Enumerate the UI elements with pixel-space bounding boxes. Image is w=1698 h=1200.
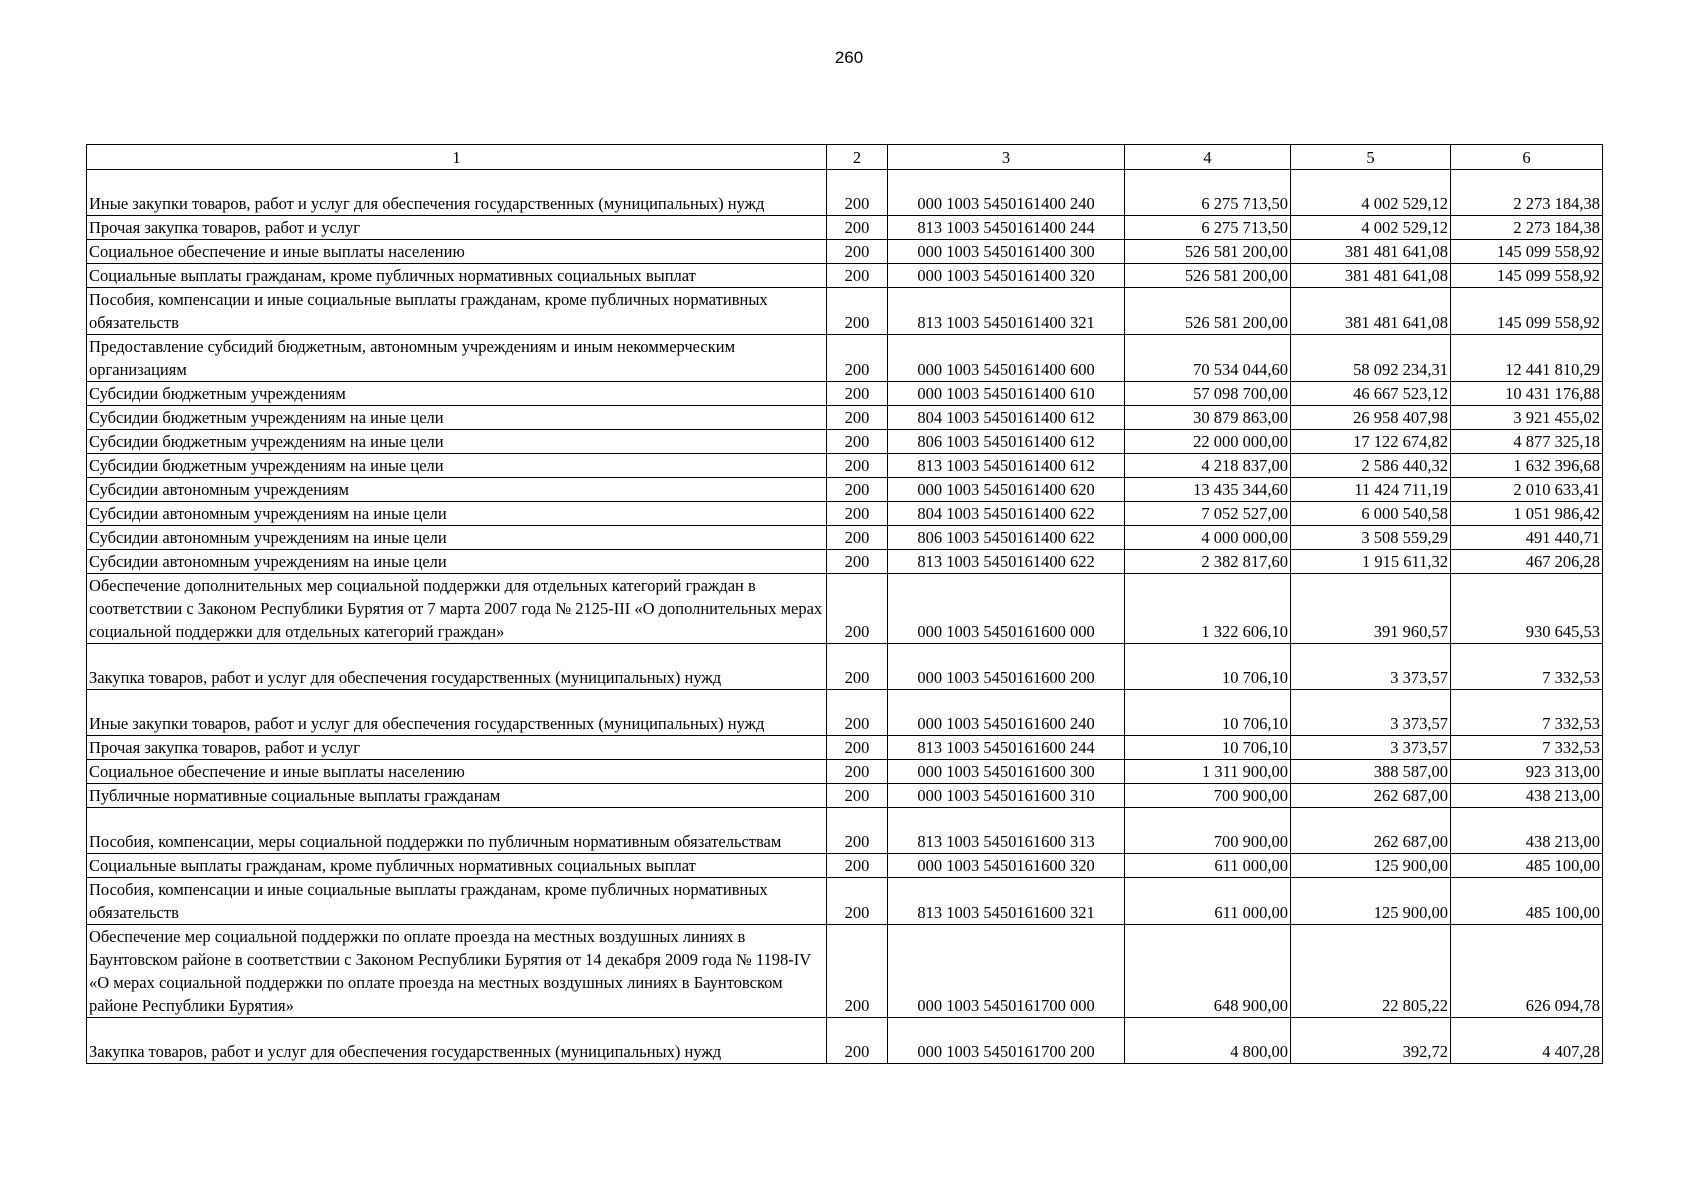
row-description: Пособия, компенсации и иные социальные выплаты гражданам, кроме публичных нормативных обязательств (87, 288, 827, 335)
row-executed-amount: 4 002 529,12 (1291, 170, 1451, 216)
row-budget-classification-code: 804 1003 5450161400 612 (888, 406, 1125, 430)
row-budget-classification-code: 000 1003 5450161400 240 (888, 170, 1125, 216)
row-unexecuted-amount: 7 332,53 (1451, 736, 1603, 760)
row-line-code: 200 (827, 526, 888, 550)
row-unexecuted-amount: 467 206,28 (1451, 550, 1603, 574)
row-line-code: 200 (827, 288, 888, 335)
row-description: Предоставление субсидий бюджетным, автономным учреждениям и иным некоммерческим организациям (87, 335, 827, 382)
row-executed-amount: 22 805,22 (1291, 925, 1451, 1018)
row-approved-amount: 70 534 044,60 (1125, 335, 1291, 382)
row-approved-amount: 4 800,00 (1125, 1018, 1291, 1064)
row-line-code: 200 (827, 1018, 888, 1064)
table-row (87, 170, 1603, 216)
row-line-code: 200 (827, 502, 888, 526)
row-budget-classification-code: 000 1003 5450161400 610 (888, 382, 1125, 406)
row-approved-amount: 4 218 837,00 (1125, 454, 1291, 478)
row-description: Социальные выплаты гражданам, кроме публичных нормативных социальных выплат (87, 854, 827, 878)
row-budget-classification-code: 000 1003 5450161600 310 (888, 784, 1125, 808)
row-line-code: 200 (827, 240, 888, 264)
row-executed-amount: 388 587,00 (1291, 760, 1451, 784)
row-description: Социальное обеспечение и иные выплаты населению (87, 760, 827, 784)
row-budget-classification-code: 813 1003 5450161600 321 (888, 878, 1125, 925)
row-description: Пособия, компенсации и иные социальные выплаты гражданам, кроме публичных нормативных обязательств (87, 878, 827, 925)
row-executed-amount: 46 667 523,12 (1291, 382, 1451, 406)
row-executed-amount: 381 481 641,08 (1291, 264, 1451, 288)
row-unexecuted-amount: 7 332,53 (1451, 690, 1603, 736)
row-unexecuted-amount: 145 099 558,92 (1451, 288, 1603, 335)
row-unexecuted-amount: 1 632 396,68 (1451, 454, 1603, 478)
row-executed-amount: 6 000 540,58 (1291, 502, 1451, 526)
table-row (87, 288, 1603, 335)
row-executed-amount: 3 373,57 (1291, 690, 1451, 736)
row-budget-classification-code: 000 1003 5450161600 240 (888, 690, 1125, 736)
row-unexecuted-amount: 145 099 558,92 (1451, 240, 1603, 264)
column-number: 6 (1451, 145, 1603, 170)
row-unexecuted-amount: 145 099 558,92 (1451, 264, 1603, 288)
row-executed-amount: 125 900,00 (1291, 878, 1451, 925)
row-executed-amount: 11 424 711,19 (1291, 478, 1451, 502)
table-row (87, 502, 1603, 526)
table-row (87, 760, 1603, 784)
row-approved-amount: 526 581 200,00 (1125, 240, 1291, 264)
row-line-code: 200 (827, 784, 888, 808)
row-approved-amount: 2 382 817,60 (1125, 550, 1291, 574)
row-approved-amount: 526 581 200,00 (1125, 264, 1291, 288)
row-approved-amount: 611 000,00 (1125, 854, 1291, 878)
row-unexecuted-amount: 485 100,00 (1451, 878, 1603, 925)
row-executed-amount: 391 960,57 (1291, 574, 1451, 644)
table-row (87, 454, 1603, 478)
table-row (87, 264, 1603, 288)
table-row (87, 240, 1603, 264)
row-executed-amount: 381 481 641,08 (1291, 240, 1451, 264)
row-budget-classification-code: 813 1003 5450161400 244 (888, 216, 1125, 240)
row-approved-amount: 700 900,00 (1125, 808, 1291, 854)
row-executed-amount: 125 900,00 (1291, 854, 1451, 878)
row-executed-amount: 3 373,57 (1291, 736, 1451, 760)
row-approved-amount: 30 879 863,00 (1125, 406, 1291, 430)
row-description: Социальные выплаты гражданам, кроме публичных нормативных социальных выплат (87, 264, 827, 288)
row-line-code: 200 (827, 736, 888, 760)
table-row (87, 808, 1603, 854)
row-executed-amount: 392,72 (1291, 1018, 1451, 1064)
row-executed-amount: 58 092 234,31 (1291, 335, 1451, 382)
row-unexecuted-amount: 438 213,00 (1451, 808, 1603, 854)
row-unexecuted-amount: 2 273 184,38 (1451, 170, 1603, 216)
row-executed-amount: 381 481 641,08 (1291, 288, 1451, 335)
table-row (87, 878, 1603, 925)
row-approved-amount: 4 000 000,00 (1125, 526, 1291, 550)
table-row (87, 925, 1603, 1018)
row-budget-classification-code: 806 1003 5450161400 622 (888, 526, 1125, 550)
row-executed-amount: 17 122 674,82 (1291, 430, 1451, 454)
table-row (87, 574, 1603, 644)
row-executed-amount: 1 915 611,32 (1291, 550, 1451, 574)
row-approved-amount: 7 052 527,00 (1125, 502, 1291, 526)
row-description: Субсидии бюджетным учреждениям на иные цели (87, 430, 827, 454)
table-row (87, 406, 1603, 430)
row-line-code: 200 (827, 478, 888, 502)
row-unexecuted-amount: 4 877 325,18 (1451, 430, 1603, 454)
row-executed-amount: 3 373,57 (1291, 644, 1451, 690)
row-executed-amount: 2 586 440,32 (1291, 454, 1451, 478)
row-budget-classification-code: 000 1003 5450161400 300 (888, 240, 1125, 264)
row-description: Субсидии автономным учреждениям на иные цели (87, 550, 827, 574)
row-unexecuted-amount: 10 431 176,88 (1451, 382, 1603, 406)
row-line-code: 200 (827, 550, 888, 574)
row-budget-classification-code: 000 1003 5450161400 320 (888, 264, 1125, 288)
row-unexecuted-amount: 1 051 986,42 (1451, 502, 1603, 526)
row-description: Субсидии бюджетным учреждениям на иные цели (87, 406, 827, 430)
table-row (87, 526, 1603, 550)
row-budget-classification-code: 813 1003 5450161400 612 (888, 454, 1125, 478)
table-row (87, 644, 1603, 690)
row-approved-amount: 22 000 000,00 (1125, 430, 1291, 454)
row-approved-amount: 13 435 344,60 (1125, 478, 1291, 502)
row-approved-amount: 6 275 713,50 (1125, 216, 1291, 240)
row-budget-classification-code: 000 1003 5450161600 000 (888, 574, 1125, 644)
row-approved-amount: 1 322 606,10 (1125, 574, 1291, 644)
row-description: Иные закупки товаров, работ и услуг для обеспечения государственных (муниципальных) нужд (87, 170, 827, 216)
row-description: Субсидии автономным учреждениям на иные цели (87, 502, 827, 526)
row-unexecuted-amount: 3 921 455,02 (1451, 406, 1603, 430)
row-unexecuted-amount: 2 273 184,38 (1451, 216, 1603, 240)
table-row (87, 216, 1603, 240)
row-description: Обеспечение дополнительных мер социальной поддержки для отдельных категорий граждан в соответствии с Законом Республики Бурятия от 7 марта 2007 года № 2125-III «О дополнительных мерах социальной поддержки для отдельных категорий граждан» (87, 574, 827, 644)
row-budget-classification-code: 000 1003 5450161400 620 (888, 478, 1125, 502)
row-unexecuted-amount: 7 332,53 (1451, 644, 1603, 690)
table-row (87, 784, 1603, 808)
row-line-code: 200 (827, 808, 888, 854)
table-row (87, 550, 1603, 574)
row-budget-classification-code: 000 1003 5450161700 000 (888, 925, 1125, 1018)
row-executed-amount: 4 002 529,12 (1291, 216, 1451, 240)
row-line-code: 200 (827, 644, 888, 690)
row-line-code: 200 (827, 216, 888, 240)
table-row (87, 736, 1603, 760)
table-row (87, 478, 1603, 502)
row-approved-amount: 611 000,00 (1125, 878, 1291, 925)
row-budget-classification-code: 000 1003 5450161600 300 (888, 760, 1125, 784)
row-description: Прочая закупка товаров, работ и услуг (87, 736, 827, 760)
table-row (87, 690, 1603, 736)
row-line-code: 200 (827, 454, 888, 478)
table-row (87, 335, 1603, 382)
row-line-code: 200 (827, 170, 888, 216)
row-budget-classification-code: 806 1003 5450161400 612 (888, 430, 1125, 454)
row-description: Субсидии бюджетным учреждениям на иные цели (87, 454, 827, 478)
row-approved-amount: 6 275 713,50 (1125, 170, 1291, 216)
row-line-code: 200 (827, 878, 888, 925)
row-unexecuted-amount: 491 440,71 (1451, 526, 1603, 550)
row-budget-classification-code: 000 1003 5450161700 200 (888, 1018, 1125, 1064)
table-row (87, 382, 1603, 406)
row-line-code: 200 (827, 854, 888, 878)
row-budget-classification-code: 813 1003 5450161600 313 (888, 808, 1125, 854)
column-number: 1 (87, 145, 827, 170)
row-description: Субсидии автономным учреждениям на иные цели (87, 526, 827, 550)
row-line-code: 200 (827, 430, 888, 454)
row-executed-amount: 26 958 407,98 (1291, 406, 1451, 430)
row-approved-amount: 10 706,10 (1125, 690, 1291, 736)
column-number: 4 (1125, 145, 1291, 170)
row-budget-classification-code: 000 1003 5450161600 200 (888, 644, 1125, 690)
row-unexecuted-amount: 4 407,28 (1451, 1018, 1603, 1064)
row-unexecuted-amount: 626 094,78 (1451, 925, 1603, 1018)
row-description: Закупка товаров, работ и услуг для обеспечения государственных (муниципальных) нужд (87, 1018, 827, 1064)
column-number: 3 (888, 145, 1125, 170)
row-line-code: 200 (827, 574, 888, 644)
table-row (87, 430, 1603, 454)
row-approved-amount: 57 098 700,00 (1125, 382, 1291, 406)
row-approved-amount: 526 581 200,00 (1125, 288, 1291, 335)
row-line-code: 200 (827, 690, 888, 736)
row-line-code: 200 (827, 335, 888, 382)
budget-execution-table (86, 144, 1603, 1064)
row-unexecuted-amount: 930 645,53 (1451, 574, 1603, 644)
row-unexecuted-amount: 923 313,00 (1451, 760, 1603, 784)
row-unexecuted-amount: 485 100,00 (1451, 854, 1603, 878)
row-description: Публичные нормативные социальные выплаты гражданам (87, 784, 827, 808)
row-budget-classification-code: 000 1003 5450161600 320 (888, 854, 1125, 878)
row-line-code: 200 (827, 406, 888, 430)
row-executed-amount: 262 687,00 (1291, 808, 1451, 854)
row-approved-amount: 700 900,00 (1125, 784, 1291, 808)
row-line-code: 200 (827, 760, 888, 784)
row-budget-classification-code: 813 1003 5450161400 622 (888, 550, 1125, 574)
row-line-code: 200 (827, 382, 888, 406)
column-number: 2 (827, 145, 888, 170)
column-number-row (87, 145, 1603, 170)
row-approved-amount: 10 706,10 (1125, 736, 1291, 760)
row-budget-classification-code: 813 1003 5450161600 244 (888, 736, 1125, 760)
row-description: Субсидии бюджетным учреждениям (87, 382, 827, 406)
table-row (87, 1018, 1603, 1064)
row-executed-amount: 262 687,00 (1291, 784, 1451, 808)
row-description: Пособия, компенсации, меры социальной поддержки по публичным нормативным обязательствам (87, 808, 827, 854)
row-unexecuted-amount: 12 441 810,29 (1451, 335, 1603, 382)
page-number: 260 (834, 48, 864, 67)
row-approved-amount: 648 900,00 (1125, 925, 1291, 1018)
row-description: Прочая закупка товаров, работ и услуг (87, 216, 827, 240)
row-description: Социальное обеспечение и иные выплаты населению (87, 240, 827, 264)
row-budget-classification-code: 813 1003 5450161400 321 (888, 288, 1125, 335)
row-unexecuted-amount: 2 010 633,41 (1451, 478, 1603, 502)
row-line-code: 200 (827, 264, 888, 288)
row-executed-amount: 3 508 559,29 (1291, 526, 1451, 550)
row-line-code: 200 (827, 925, 888, 1018)
row-approved-amount: 10 706,10 (1125, 644, 1291, 690)
row-description: Иные закупки товаров, работ и услуг для обеспечения государственных (муниципальных) нужд (87, 690, 827, 736)
row-description: Закупка товаров, работ и услуг для обеспечения государственных (муниципальных) нужд (87, 644, 827, 690)
table-row (87, 854, 1603, 878)
row-unexecuted-amount: 438 213,00 (1451, 784, 1603, 808)
row-approved-amount: 1 311 900,00 (1125, 760, 1291, 784)
row-description: Субсидии автономным учреждениям (87, 478, 827, 502)
row-budget-classification-code: 000 1003 5450161400 600 (888, 335, 1125, 382)
row-budget-classification-code: 804 1003 5450161400 622 (888, 502, 1125, 526)
column-number: 5 (1291, 145, 1451, 170)
row-description: Обеспечение мер социальной поддержки по оплате проезда на местных воздушных линиях в Баунтовском районе в соответствии с Законом Республики Бурятия от 14 декабря 2009 года № 1198-IV «О мерах социальной поддержки по оплате проезда на местных воздушных линиях в Баунтовском районе Республики Бурятия» (87, 925, 827, 1018)
